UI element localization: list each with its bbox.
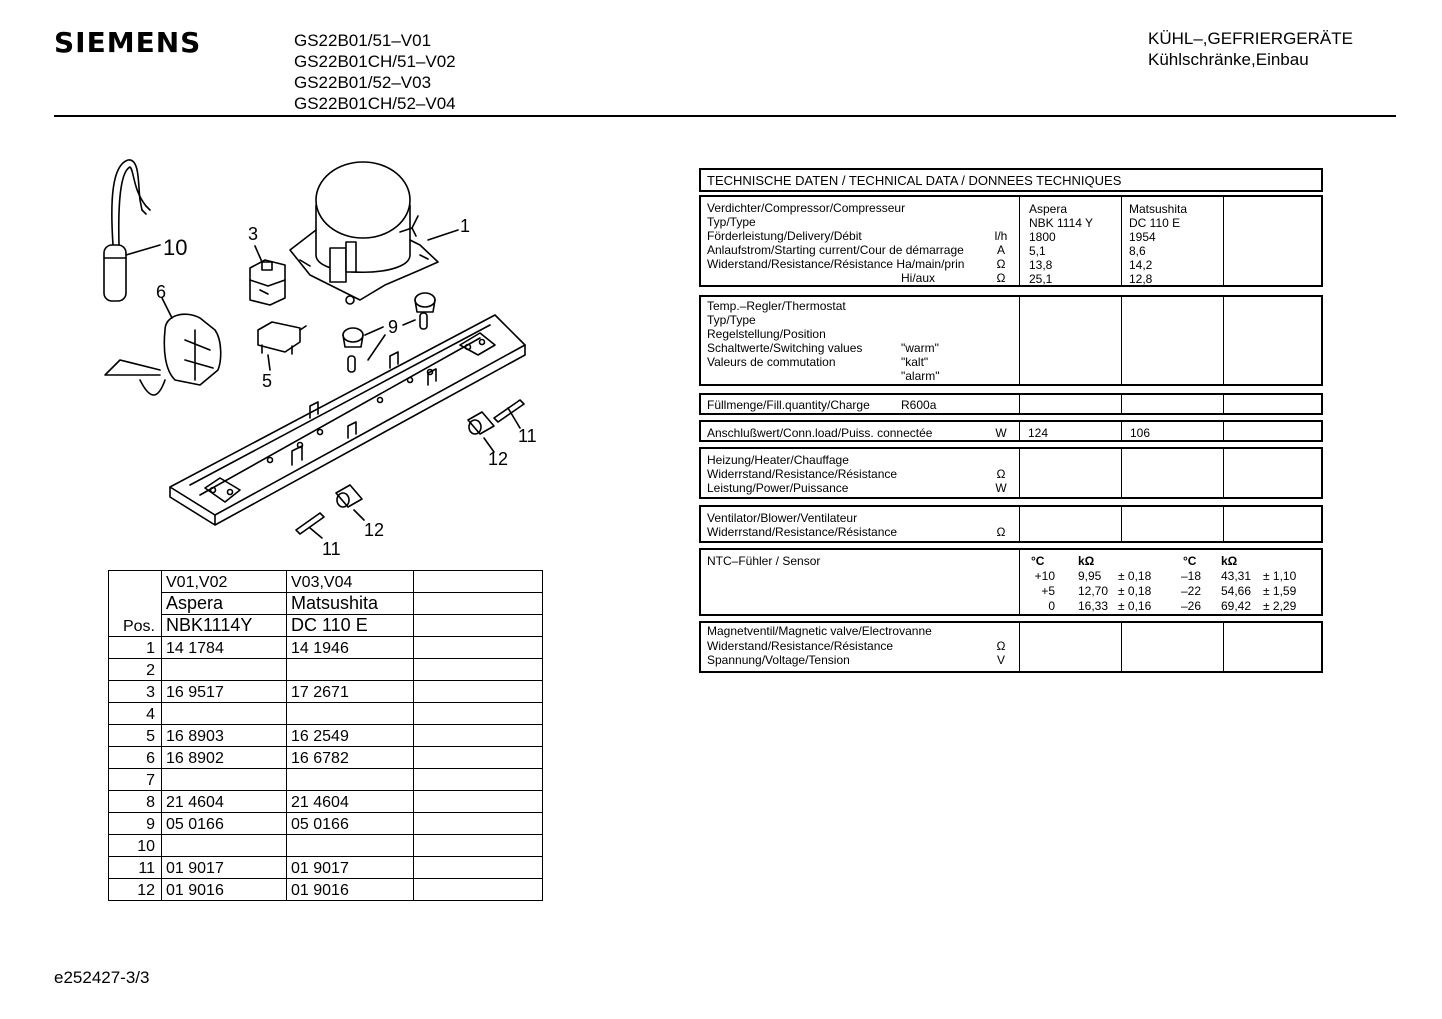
- callout-11: 11: [518, 426, 537, 446]
- pos-header: Pos.: [109, 571, 162, 637]
- ntc-block: [699, 548, 1323, 616]
- table-row: [109, 637, 543, 659]
- part-number-a: 05 0166: [162, 813, 287, 835]
- spec-unit: A: [996, 243, 1005, 257]
- valve-block: [699, 621, 1323, 673]
- callout-1: 1: [460, 216, 471, 236]
- empty-cell: [414, 879, 543, 901]
- compressor-part: [290, 162, 458, 304]
- spec-value-a: NBK 1114 Y: [1029, 216, 1094, 230]
- empty-cell: [414, 857, 543, 879]
- part-number-a: 21 4604: [162, 791, 287, 813]
- spec-label: Widerrstand/Resistance/Résistance: [707, 467, 898, 481]
- callout-11b: 11: [322, 539, 341, 559]
- maker-a: Aspera: [162, 593, 287, 615]
- model-a: NBK1114Y: [162, 615, 287, 637]
- empty-cell: [414, 593, 543, 615]
- spec-unit: l/h: [994, 229, 1008, 243]
- spec-label: Widerstand/Resistance/Résistance: [707, 638, 894, 653]
- conn-b: 106: [1130, 426, 1151, 440]
- heater-block: [699, 447, 1323, 499]
- category: [1148, 28, 1353, 70]
- part-number-a: 16 8902: [162, 747, 287, 769]
- variant-b-header: V03,V04: [287, 571, 414, 593]
- ntc-resist: 12,70: [1078, 584, 1109, 598]
- spec-unit: Ω: [996, 638, 1006, 653]
- sensor-part: [104, 160, 160, 301]
- thermostat-block: [699, 295, 1323, 386]
- spec-label: Widerrstand/Resistance/Résistance: [707, 525, 898, 539]
- compressor-block: [699, 195, 1323, 287]
- empty-cell: [414, 747, 543, 769]
- part-number-a: 01 9017: [162, 857, 287, 879]
- category-line: Kühlschränke,Einbau: [1148, 50, 1309, 69]
- callout-12b: 12: [364, 520, 385, 540]
- switch-value: "kalt": [901, 355, 929, 369]
- callout-3: 3: [248, 224, 259, 244]
- spec-value-a: 5,1: [1029, 244, 1046, 258]
- empty-cell: [414, 725, 543, 747]
- part-number-b: [287, 659, 414, 681]
- part-number-a: [162, 769, 287, 791]
- fill-label: Füllmenge/Fill.quantity/Charge: [707, 398, 870, 412]
- ntc-temp: –18: [1181, 569, 1202, 583]
- ntc-resist: 54,66: [1221, 584, 1252, 598]
- spec-label: Spannung/Voltage/Tension: [707, 653, 850, 667]
- callout-9: 9: [388, 317, 399, 337]
- ntc-tolerance: ± 0,18: [1118, 584, 1152, 598]
- spec-value-b: 12,8: [1129, 272, 1153, 286]
- table-row: [109, 681, 543, 703]
- model-list: [294, 30, 456, 114]
- model-item: GS22B01/52–V03: [294, 73, 432, 92]
- ntc-tolerance: ± 0,18: [1118, 569, 1152, 583]
- table-row: [109, 659, 543, 681]
- fill-value: R600a: [901, 398, 937, 412]
- pos-cell: 6: [109, 747, 162, 769]
- ntc-tolerance: ± 1,10: [1263, 569, 1297, 583]
- table-row: [109, 879, 543, 901]
- empty-cell: [414, 791, 543, 813]
- spec-label: Magnetventil/Magnetic valve/Electrovanne: [707, 624, 932, 638]
- category-line: KÜHL–,GEFRIERGERÄTE: [1148, 29, 1353, 48]
- empty-cell: [414, 703, 543, 725]
- part-number-a: 14 1784: [162, 637, 287, 659]
- ntc-tolerance: ± 0,16: [1118, 599, 1152, 613]
- part-number-a: 01 9016: [162, 879, 287, 901]
- spec-label: Valeurs de commutation: [707, 355, 836, 369]
- spec-value-b: 14,2: [1129, 258, 1153, 272]
- empty-cell: [414, 681, 543, 703]
- callout-12: 12: [488, 449, 509, 469]
- spec-label: Leistung/Power/Puissance: [707, 481, 849, 495]
- empty-cell: [414, 769, 543, 791]
- spec-value-a: 13,8: [1029, 258, 1053, 272]
- spec-label: Typ/Type: [707, 215, 756, 229]
- empty-cell: [414, 571, 543, 593]
- maker-b: Matsushita: [287, 593, 414, 615]
- part-number-a: 16 8903: [162, 725, 287, 747]
- spec-label: Regelstellung/Position: [707, 327, 826, 341]
- table-row: [109, 835, 543, 857]
- spec-value-b: 8,6: [1129, 244, 1146, 258]
- spec-value-b: DC 110 E: [1129, 216, 1181, 230]
- pos-cell: 4: [109, 703, 162, 725]
- spec-value-a: Aspera: [1029, 202, 1068, 216]
- ntc-header-c: °C: [1183, 554, 1197, 568]
- pos-cell: 8: [109, 791, 162, 813]
- part-number-b: 05 0166: [287, 813, 414, 835]
- spec-value-a: 25,1: [1029, 272, 1053, 286]
- ntc-tolerance: ± 1,59: [1263, 584, 1297, 598]
- part-number-b: [287, 703, 414, 725]
- empty-cell: [414, 637, 543, 659]
- part-number-b: 14 1946: [287, 637, 414, 659]
- part-number-a: 16 9517: [162, 681, 287, 703]
- ntc-temp: –22: [1181, 584, 1202, 598]
- model-item: GS22B01CH/51–V02: [294, 52, 456, 71]
- empty-cell: [414, 813, 543, 835]
- table-row: [109, 725, 543, 747]
- pos-cell: 2: [109, 659, 162, 681]
- spec-label: Schaltwerte/Switching values: [707, 341, 863, 355]
- parts-rows: [109, 637, 543, 901]
- pos-cell: 11: [109, 857, 162, 879]
- ntc-header-c: °C: [1031, 554, 1045, 568]
- ntc-header-k: kΩ: [1078, 554, 1095, 568]
- tech-title: TECHNISCHE DATEN / TECHNICAL DATA / DONNEES TECHNIQUES: [699, 168, 1323, 192]
- part-number-b: 16 2549: [287, 725, 414, 747]
- ntc-label: NTC–Fühler / Sensor: [707, 554, 821, 568]
- model-item: GS22B01/51–V01: [294, 31, 432, 50]
- table-row: [109, 813, 543, 835]
- table-row: [109, 703, 543, 725]
- empty-cell: [414, 835, 543, 857]
- pos-cell: 3: [109, 681, 162, 703]
- pos-cell: 10: [109, 835, 162, 857]
- pos-cell: 7: [109, 769, 162, 791]
- spec-unit: Ω: [996, 467, 1006, 481]
- table-row: [109, 747, 543, 769]
- part-number-a: [162, 835, 287, 857]
- part-number-b: 21 4604: [287, 791, 414, 813]
- table-row: [109, 791, 543, 813]
- spec-label: Anlaufstrom/Starting current/Cour de démarrage: [707, 243, 964, 257]
- empty-cell: [414, 659, 543, 681]
- conn-block: [699, 420, 1323, 442]
- spec-label: Hi/aux: [901, 271, 936, 285]
- ntc-resist: 69,42: [1221, 599, 1252, 613]
- spec-label: Ventilator/Blower/Ventilateur: [707, 511, 858, 525]
- blower-block: [699, 505, 1323, 543]
- ntc-tolerance: ± 2,29: [1263, 599, 1297, 613]
- ntc-temp: 0: [1048, 599, 1055, 613]
- overload-part: [258, 322, 306, 370]
- empty-cell: [414, 615, 543, 637]
- brand-logo: SIEMENS: [54, 26, 202, 59]
- pos-cell: 12: [109, 879, 162, 901]
- ntc-resist: 16,33: [1078, 599, 1109, 613]
- spec-unit: Ω: [996, 257, 1006, 271]
- header-divider: [54, 115, 1396, 117]
- spec-value-b: 1954: [1129, 230, 1156, 244]
- parts-table: [108, 570, 543, 901]
- callout-10: 10: [163, 235, 188, 260]
- spec-value-a: 1800: [1029, 230, 1056, 244]
- ntc-resist: 43,31: [1221, 569, 1252, 583]
- spec-label: Förderleistung/Delivery/Débit: [707, 229, 862, 243]
- table-row: [109, 769, 543, 791]
- part-number-b: 01 9016: [287, 879, 414, 901]
- spec-label: Heizung/Heater/Chauffage: [707, 453, 849, 467]
- model-b: DC 110 E: [287, 615, 414, 637]
- part-number-b: 16 6782: [287, 747, 414, 769]
- spec-unit: W: [995, 481, 1007, 495]
- part-number-a: [162, 703, 287, 725]
- variant-a-header: V01,V02: [162, 571, 287, 593]
- switch-value: "warm": [901, 341, 939, 355]
- part-number-b: [287, 835, 414, 857]
- pos-cell: 9: [109, 813, 162, 835]
- part-number-b: [287, 769, 414, 791]
- spec-unit: Ω: [996, 271, 1006, 285]
- fill-block: [699, 393, 1323, 415]
- cover-part: [105, 298, 221, 395]
- spec-unit: Ω: [996, 525, 1006, 539]
- relay-part: [250, 246, 285, 305]
- part-number-b: 01 9017: [287, 857, 414, 879]
- spec-value-b: Matsushita: [1129, 202, 1188, 216]
- callout-5: 5: [262, 371, 273, 391]
- model-item: GS22B01CH/52–V04: [294, 94, 456, 113]
- spec-label: Widerstand/Resistance/Résistance Ha/main/prin: [707, 257, 965, 271]
- ntc-temp: –26: [1181, 599, 1202, 613]
- spec-label: Typ/Type: [707, 313, 756, 327]
- switch-value: "alarm": [901, 369, 940, 383]
- table-row: [109, 857, 543, 879]
- exploded-parts-diagram: [0, 130, 560, 570]
- conn-label: Anschlußwert/Conn.load/Puiss. connectée: [707, 426, 933, 440]
- callout-6: 6: [156, 282, 167, 302]
- ntc-temp: +10: [1034, 569, 1055, 583]
- part-number-a: [162, 659, 287, 681]
- ntc-resist: 9,95: [1078, 569, 1102, 583]
- conn-unit: W: [995, 426, 1007, 440]
- document-id: e252427-3/3: [54, 968, 150, 987]
- pos-cell: 5: [109, 725, 162, 747]
- ntc-header-k: kΩ: [1221, 554, 1238, 568]
- conn-a: 124: [1028, 426, 1049, 440]
- part-number-b: 17 2671: [287, 681, 414, 703]
- pos-cell: 1: [109, 637, 162, 659]
- spec-label: Temp.–Regler/Thermostat: [707, 299, 846, 313]
- spec-unit: V: [996, 653, 1005, 667]
- ntc-temp: +5: [1041, 584, 1055, 598]
- spec-label: Verdichter/Compressor/Compresseur: [707, 201, 906, 215]
